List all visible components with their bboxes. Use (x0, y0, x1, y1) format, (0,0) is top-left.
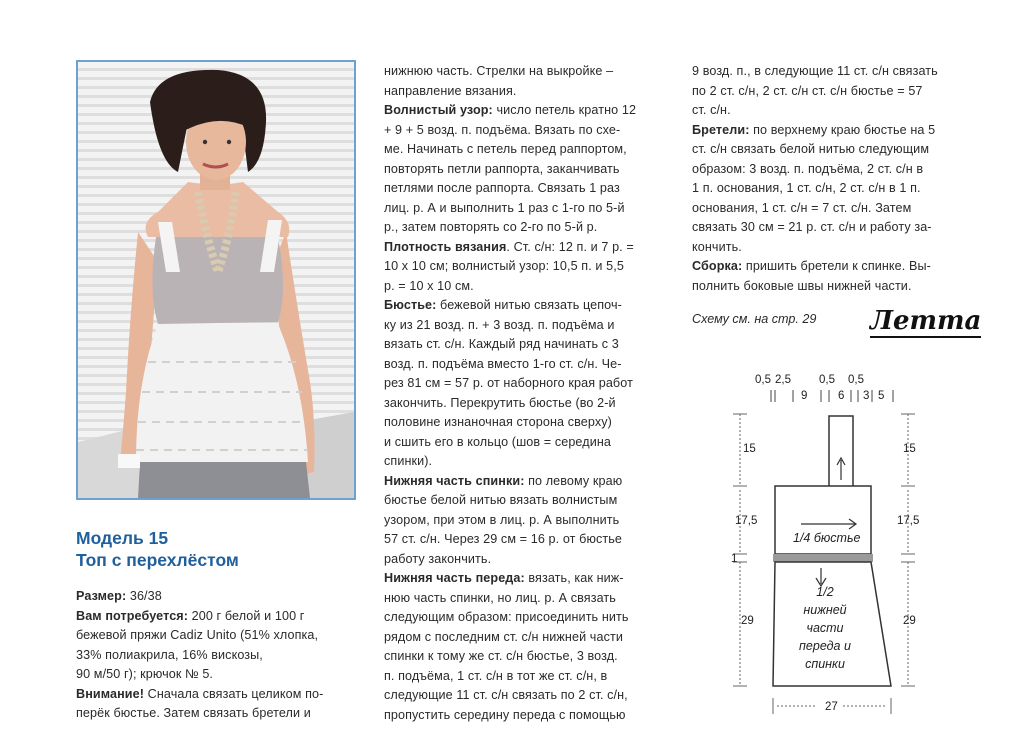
materials-line: 200 г белой и 100 г (188, 608, 305, 623)
pattern-schematic (725, 368, 925, 720)
bustier-paragraph (384, 296, 672, 472)
dim-left: 17,5 (735, 515, 758, 527)
text-line: ст. с/н. (692, 103, 731, 117)
size-label: Размер: (76, 589, 127, 603)
text-line: р., затем повторять со 2-го по 5-й р. (384, 220, 598, 234)
model-name: Топ с перехлёстом (76, 550, 239, 570)
text-line: нюю часть спинки, но лиц. р. А связать (384, 590, 616, 605)
note-label: Внимание! (76, 686, 145, 701)
text-line: 9 возд. п., в следующие 11 ст. с/н связать (692, 64, 938, 78)
model-title (76, 527, 239, 571)
text-line: следующие 11 ст. с/н связать по 2 ст. с/н, (384, 688, 628, 702)
density-label: Плотность вязания (384, 239, 507, 254)
intro-paragraph (384, 62, 672, 101)
text-line: вязать, как ниж- (524, 571, 624, 585)
text-line: ме. Начинать с петель перед раппортом, (384, 142, 627, 156)
text-line: по левому краю (524, 473, 623, 488)
note-line: Сначала связать целиком по- (144, 686, 324, 701)
dim-left: 1 (731, 553, 738, 565)
text-line: по 2 ст. с/н, 2 ст. с/н ст. с/н бюстье = 57 (692, 83, 923, 98)
arrow-up-icon (837, 458, 845, 480)
text-line: бюстье белой нитью вязать волнистым (384, 493, 618, 507)
text-line: спинки к тому же ст. с/н бюстье, 3 возд. (384, 649, 618, 663)
brand-logo: Летта (870, 306, 982, 336)
text-line: бежевой нитью связать цепоч- (436, 298, 622, 312)
lower-label-line: 1/2 (816, 585, 834, 599)
continuation-paragraph (692, 62, 982, 121)
dim-top: 6 (838, 390, 845, 402)
arrow-down-icon (816, 568, 826, 586)
dim-right: 15 (903, 443, 916, 455)
straps-label: Бретели: (692, 122, 750, 137)
materials-line: 90 м/50 г); крючок № 5. (76, 667, 214, 681)
text-line: + 9 + 5 возд. п. подъёма. Вязать по схе- (384, 122, 621, 137)
front-label: Нижняя часть переда: (384, 571, 525, 585)
model-number: Модель 15 (76, 528, 169, 548)
materials-line: 33% полиакрила, 16% вискозы, (76, 647, 263, 662)
dim-top: 2,5 (775, 374, 791, 386)
assembly-paragraph (692, 257, 982, 296)
dim-bottom: 27 (825, 701, 838, 713)
text-line: узором, при этом в лиц. р. А выполнить (384, 512, 620, 527)
text-line: нижнюю часть. Стрелки на выкройке – (384, 64, 614, 78)
text-line: р. = 10 х 10 см. (384, 278, 474, 293)
text-line: половине изнаночная сторона сверху) (384, 415, 612, 429)
model-illustration (78, 62, 354, 498)
column-2 (384, 62, 672, 725)
text-line: пропустить середину переда с помощью (384, 707, 626, 722)
wave-pattern-paragraph (384, 101, 672, 238)
note-paragraph (76, 685, 362, 724)
column-3 (692, 62, 982, 296)
dim-right: 17,5 (897, 515, 920, 527)
note-line: перёк бюстье. Затем связать бретели и (76, 706, 311, 720)
text-line: рез 81 см = 57 р. от наборного края работ (384, 376, 633, 390)
schema-reference: Схему см. на стр. 29 (692, 312, 817, 326)
text-line: ст. с/н связать белой нитью следующим (692, 142, 930, 156)
lower-label-line: спинки (805, 657, 845, 671)
text-line: лиц. р. А и выполнить 1 раз с 1-го по 5-й (384, 200, 625, 215)
text-line: 57 ст. с/н. Через 29 см = 16 р. от бюстье (384, 532, 623, 546)
text-line: ку из 21 возд. п. + 3 возд. п. подъёма и (384, 317, 615, 332)
text-line: число петель кратно 12 (492, 103, 637, 117)
text-line: повторять петли раппорта, заканчивать (384, 161, 620, 176)
text-line: петлями после раппорта. Связать 1 раз (384, 181, 620, 195)
dim-right: 29 (903, 615, 916, 627)
text-line: 1 п. основания, 1 ст. с/н, 2 ст. с/н в 1 п. (692, 181, 921, 195)
pattern-diagram (725, 368, 925, 725)
text-line: возд. п. подъёма вместо 1-го ст. с/н. Че- (384, 356, 622, 371)
density-paragraph (384, 238, 672, 297)
bustier-label: Бюстье: (384, 298, 437, 312)
text-line: работу закончить. (384, 551, 492, 566)
front-paragraph (384, 569, 672, 725)
materials-paragraph (76, 607, 362, 685)
text-line: связать 30 см = 21 р. ст. с/н и работу за- (692, 220, 932, 234)
dim-left: 29 (741, 615, 754, 627)
text-line: направление вязания. (384, 83, 517, 98)
straps-paragraph (692, 121, 982, 258)
size-paragraph (76, 587, 362, 607)
materials-label: Вам потребуется: (76, 608, 189, 623)
assembly-label: Сборка: (692, 259, 743, 273)
text-line: рядом с последним ст. с/н нижней части (384, 629, 623, 644)
lower-label-line: переда и (799, 639, 851, 653)
dim-top: 3 (863, 390, 870, 402)
text-line: по верхнему краю бюстье на 5 (749, 122, 936, 137)
dim-top: 0,5 (819, 374, 835, 386)
text-line: основания, 1 ст. с/н = 7 ст. с/н. Затем (692, 200, 912, 215)
seam-strip (773, 554, 873, 562)
arrow-right-icon (801, 519, 856, 529)
dim-top: 0,5 (848, 374, 864, 386)
text-line: 10 х 10 см; волнистый узор: 10,5 п. и 5,5 (384, 259, 624, 273)
text-line: закончить. Перекрутить бюстье (во 2-й (384, 395, 616, 410)
lower-label-line: части (806, 621, 844, 635)
column-1 (76, 587, 362, 724)
text-line: п. подъёма, 1 ст. с/н в тот же ст. с/н, в (384, 668, 608, 683)
back-paragraph (384, 472, 672, 570)
materials-line: бежевой пряжи Cadiz Unito (51% хлопка, (76, 628, 319, 642)
text-line: кончить. (692, 239, 742, 254)
text-line: спинки). (384, 454, 433, 468)
back-label: Нижняя часть спинки: (384, 473, 525, 488)
text-line: вязать ст. с/н. Каждый ряд начинать с 3 (384, 337, 619, 351)
bustier-label: 1/4 бюстье (793, 531, 861, 545)
lower-label-line: нижней (803, 603, 847, 617)
size-value: 36/38 (126, 589, 162, 603)
dim-top: 0,5 (755, 374, 771, 386)
wave-pattern-label: Волнистый узор: (384, 103, 493, 117)
dim-left: 15 (743, 443, 756, 455)
text-line: пришить бретели к спинке. Вы- (742, 259, 931, 273)
text-line: . Ст. с/н: 12 п. и 7 р. = (506, 239, 634, 254)
dim-top: 9 (801, 390, 808, 402)
dim-top: 5 (878, 390, 885, 402)
text-line: полнить боковые швы нижней части. (692, 278, 912, 293)
model-photo (76, 60, 356, 500)
text-line: образом: 3 возд. п. подъёма, 2 ст. с/н в (692, 161, 924, 176)
text-line: следующим образом: присоединить нить (384, 610, 629, 624)
text-line: и сшить его в кольцо (шов = середина (384, 434, 611, 449)
